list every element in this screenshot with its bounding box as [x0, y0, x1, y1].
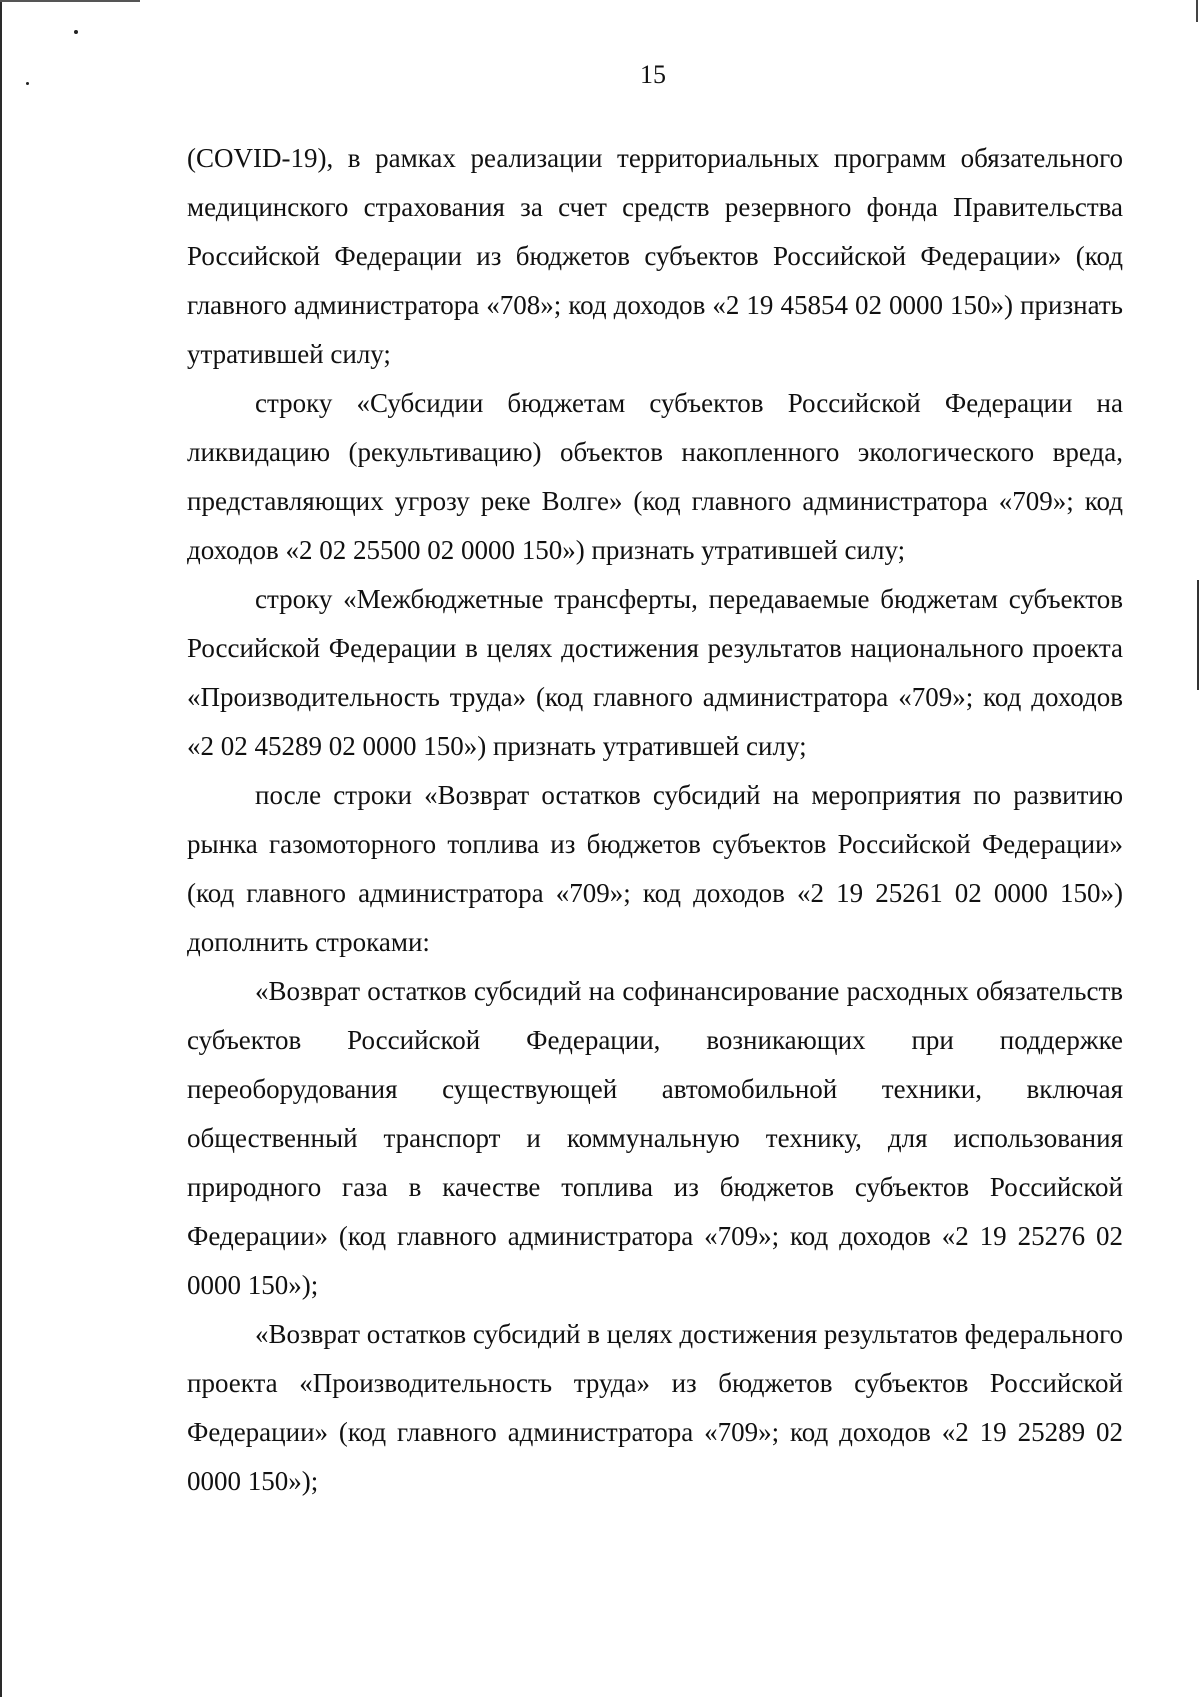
page-number: 15 [640, 60, 666, 89]
document-body [187, 134, 1123, 1506]
scan-edge-top [0, 0, 140, 2]
paragraph-continuation: (COVID-19), в рамках реализации территориальных программ обязательного медицинского страхования за счет средств резервного фонда Правительства Российской Федерации из бюджетов субъектов Российской Федерации» (код главного администратора «708»; код доходов «2 19 45854 02 0000 150») признать утратившей силу; [187, 143, 1123, 369]
paragraph: после строки «Возврат остатков субсидий на мероприятия по развитию рынка газомоторного топлива из бюджетов субъектов Российской Федерации» (код главного администратора «709»; код доходов «2 19 25261 02 0000 150») дополнить строками: [187, 780, 1123, 957]
paragraph: строку «Субсидии бюджетам субъектов Российской Федерации на ликвидацию (рекультивацию) объектов накопленного экологического вреда, представляющих угрозу реке Волге» (код главного администратора «709»; код доходов «2 02 25500 02 0000 150») признать утратившей силу; [187, 388, 1123, 565]
scan-edge-left [0, 0, 2, 1697]
paragraph: строку «Межбюджетные трансферты, передаваемые бюджетам субъектов Российской Федерации в целях достижения результатов национального проекта «Производительность труда» (код главного администратора «709»; код доходов «2 02 45289 02 0000 150») признать утратившей силу; [187, 584, 1123, 761]
scan-speck [74, 30, 78, 34]
scan-edge-right [1197, 580, 1199, 690]
paragraph: «Возврат остатков субсидий в целях достижения результатов федерального проекта «Производительность труда» из бюджетов субъектов Российской Федерации» (код главного администратора «709»; код доходов «2 19 25289 02 0000 150»); [187, 1319, 1123, 1496]
scan-edge-right-top [1196, 0, 1198, 22]
paragraph: «Возврат остатков субсидий на софинансирование расходных обязательств субъектов Российской Федерации, возникающих при поддержке переоборудования существующей автомобильной техники, включая общественный транспорт и коммунальную технику, для использования природного газа в качестве топлива из бюджетов субъектов Российской Федерации» (код главного администратора «709»; код доходов «2 19 25276 02 0000 150»); [187, 976, 1123, 1300]
